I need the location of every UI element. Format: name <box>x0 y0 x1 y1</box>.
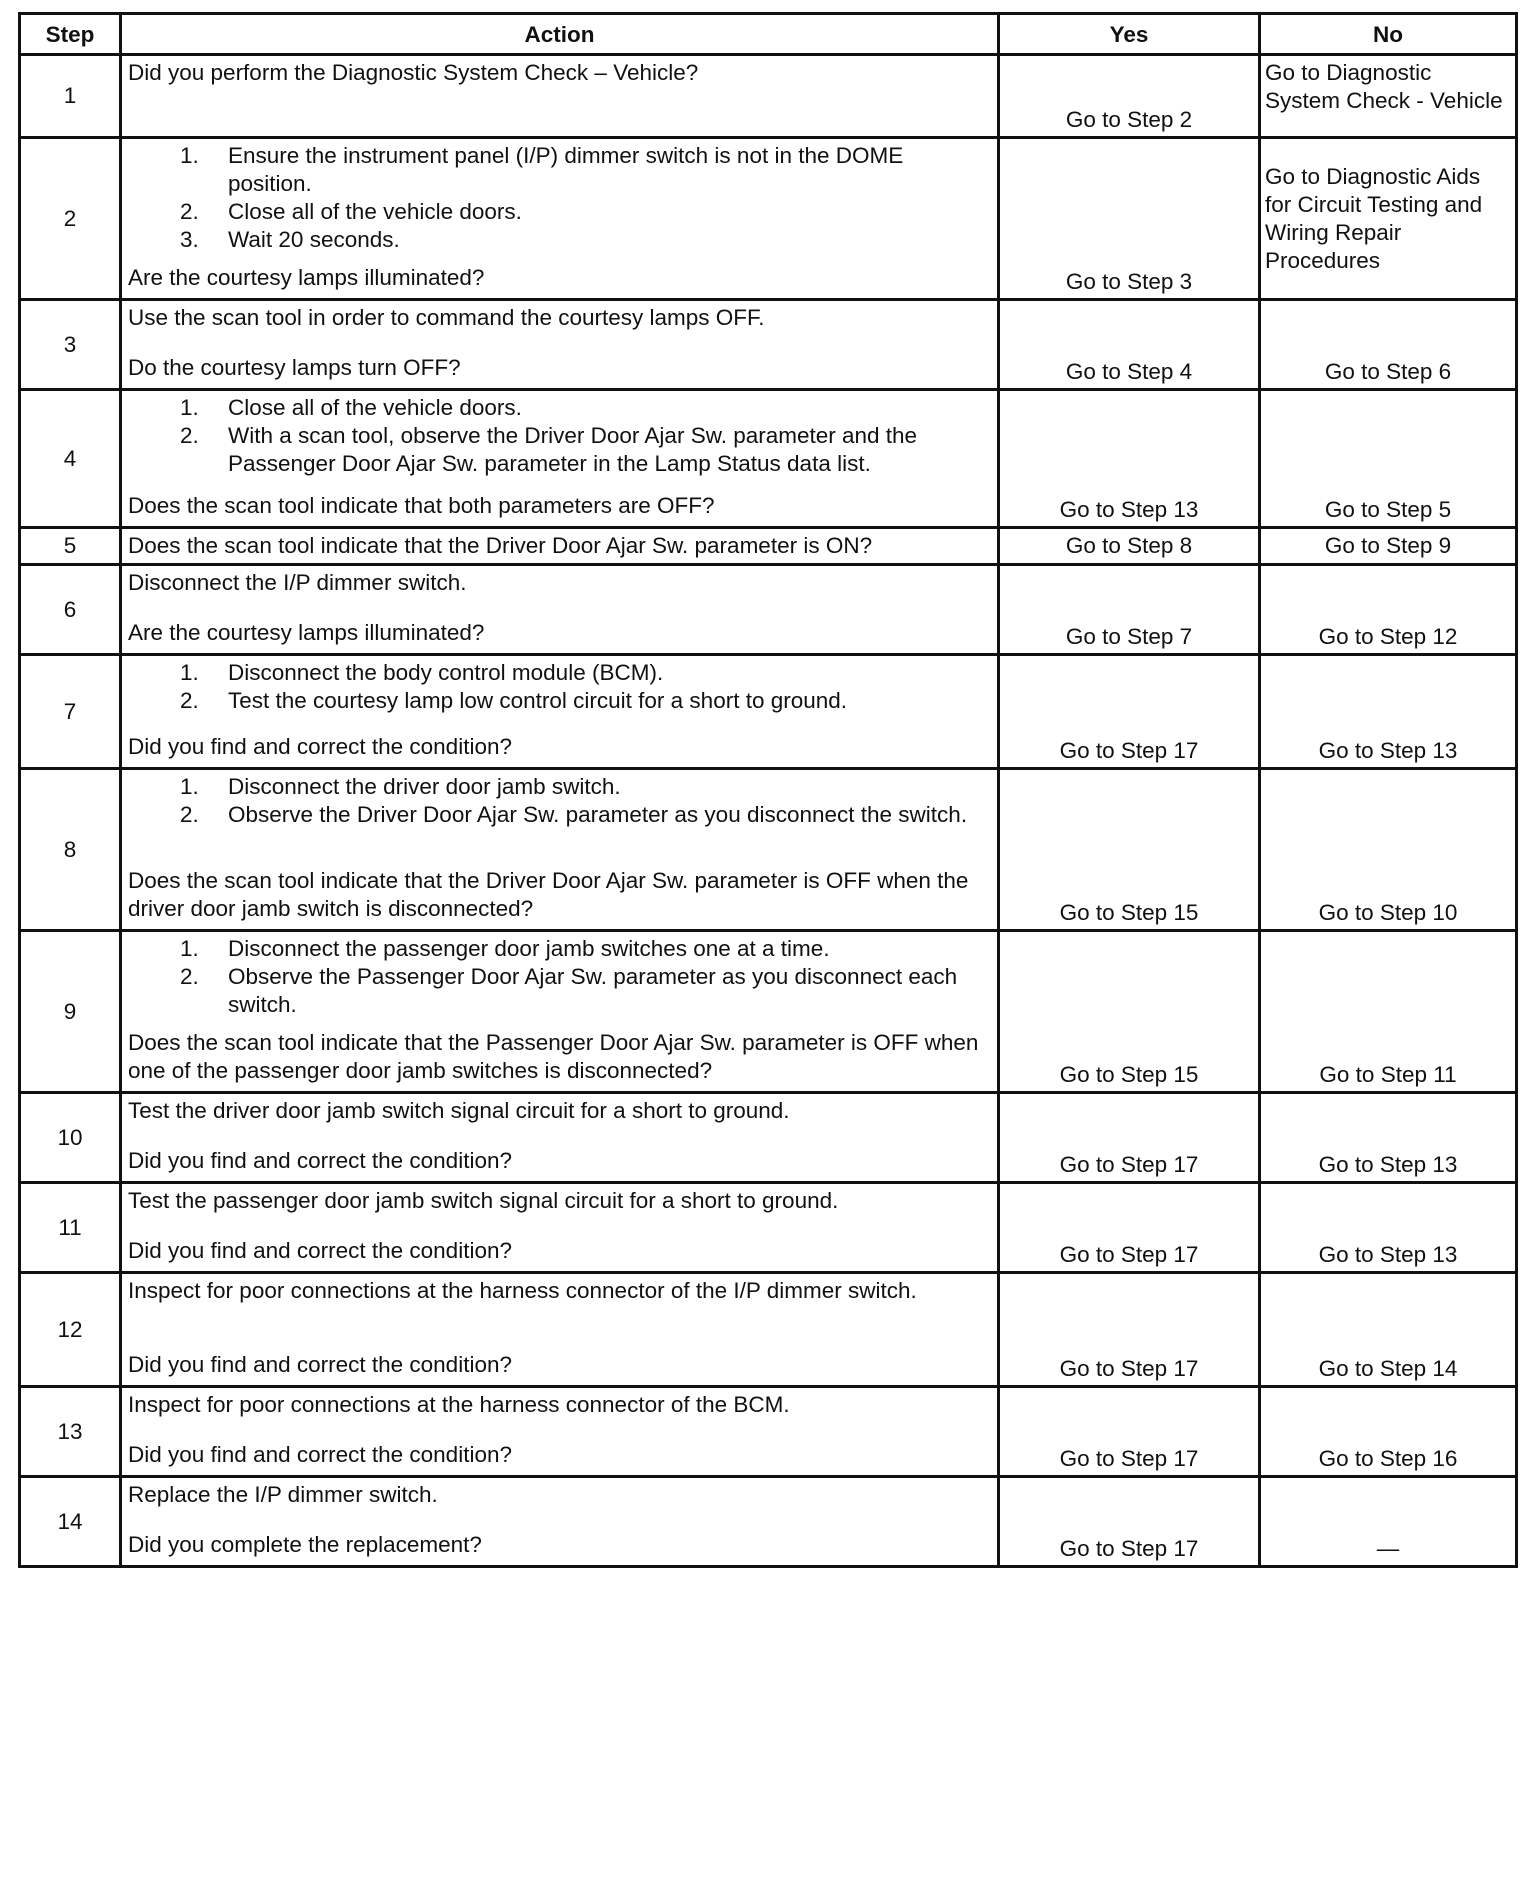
action-instruction: Test the driver door jamb switch signal circuit for a short to ground. <box>128 1098 790 1123</box>
step-number: 3 <box>20 300 121 390</box>
table-row <box>20 55 1517 138</box>
action-question: Did you find and correct the condition? <box>128 1148 512 1173</box>
action-steps-list <box>128 935 991 1019</box>
action-spacer <box>128 1215 991 1237</box>
yes-outcome: Go to Step 15 <box>999 769 1260 931</box>
action-question: Does the scan tool indicate that the Passenger Door Ajar Sw. parameter is OFF when one of the passenger door jamb switches is disconnected? <box>128 1030 979 1083</box>
action-step-text: Observe the Passenger Door Ajar Sw. parameter as you disconnect each switch. <box>228 964 958 1017</box>
action-step-item <box>128 659 991 687</box>
action-spacer <box>128 715 991 733</box>
action-cell <box>121 528 999 565</box>
action-cell <box>121 300 999 390</box>
action-step-text: Close all of the vehicle doors. <box>228 395 522 420</box>
action-step-item <box>128 198 991 226</box>
action-step-number: 2. <box>180 802 199 827</box>
no-outcome: — <box>1260 1477 1517 1567</box>
table-row <box>20 655 1517 769</box>
table-row <box>20 769 1517 931</box>
action-instruction: Test the passenger door jamb switch signal circuit for a short to ground. <box>128 1188 839 1213</box>
step-number: 6 <box>20 565 121 655</box>
action-question: Are the courtesy lamps illuminated? <box>128 265 485 290</box>
yes-outcome: Go to Step 8 <box>999 528 1260 565</box>
action-step-item <box>128 935 991 963</box>
step-number: 1 <box>20 55 121 138</box>
yes-outcome: Go to Step 2 <box>999 55 1260 138</box>
table-row <box>20 565 1517 655</box>
step-number: 13 <box>20 1387 121 1477</box>
action-spacer <box>128 1419 991 1441</box>
action-step-item <box>128 422 991 478</box>
action-step-text: Close all of the vehicle doors. <box>228 199 522 224</box>
action-steps-list <box>128 773 991 829</box>
action-step-number: 2. <box>180 688 199 713</box>
step-number: 8 <box>20 769 121 931</box>
action-step-text: Ensure the instrument panel (I/P) dimmer switch is not in the DOME position. <box>228 143 904 196</box>
action-spacer <box>128 1509 991 1531</box>
action-question: Are the courtesy lamps illuminated? <box>128 620 485 645</box>
diagnostic-table <box>18 12 1518 1568</box>
action-instruction: Replace the I/P dimmer switch. <box>128 1482 438 1507</box>
header-no: No <box>1260 14 1517 55</box>
table-row <box>20 931 1517 1093</box>
yes-outcome: Go to Step 17 <box>999 1477 1260 1567</box>
action-step-text: Disconnect the body control module (BCM). <box>228 660 664 685</box>
yes-outcome: Go to Step 7 <box>999 565 1260 655</box>
no-outcome: Go to Step 6 <box>1260 300 1517 390</box>
action-step-text: Test the courtesy lamp low control circuit for a short to ground. <box>228 688 848 713</box>
table-row <box>20 1387 1517 1477</box>
action-step-item <box>128 142 991 198</box>
diagnostic-table-sheet <box>18 12 1515 1568</box>
action-instruction: Disconnect the I/P dimmer switch. <box>128 570 467 595</box>
step-number: 10 <box>20 1093 121 1183</box>
step-number: 7 <box>20 655 121 769</box>
action-spacer <box>128 829 991 867</box>
action-question: Did you find and correct the condition? <box>128 1442 512 1467</box>
table-row <box>20 138 1517 300</box>
action-step-text: With a scan tool, observe the Driver Door Ajar Sw. parameter and the Passenger Door Ajar Sw. parameter in the Lamp Status data list. <box>228 423 918 476</box>
action-cell <box>121 1273 999 1387</box>
action-cell <box>121 55 999 138</box>
action-step-text: Wait 20 seconds. <box>228 227 400 252</box>
table-row <box>20 390 1517 528</box>
action-question: Does the scan tool indicate that both parameters are OFF? <box>128 493 715 518</box>
no-outcome: Go to Diagnostic Aids for Circuit Testing and Wiring Repair Procedures <box>1260 138 1517 300</box>
action-spacer <box>128 478 991 492</box>
header-action: Action <box>121 14 999 55</box>
yes-outcome: Go to Step 17 <box>999 1387 1260 1477</box>
header-step: Step <box>20 14 121 55</box>
no-outcome: Go to Step 13 <box>1260 1093 1517 1183</box>
action-spacer <box>128 1305 991 1351</box>
step-number: 2 <box>20 138 121 300</box>
action-cell <box>121 1477 999 1567</box>
no-outcome: Go to Step 9 <box>1260 528 1517 565</box>
step-number: 12 <box>20 1273 121 1387</box>
action-step-text: Observe the Driver Door Ajar Sw. parameter as you disconnect the switch. <box>228 802 968 827</box>
action-step-item <box>128 687 991 715</box>
action-spacer <box>128 597 991 619</box>
action-step-number: 2. <box>180 199 199 224</box>
action-cell <box>121 769 999 931</box>
no-outcome: Go to Step 11 <box>1260 931 1517 1093</box>
action-step-item <box>128 773 991 801</box>
action-question: Did you find and correct the condition? <box>128 1238 512 1263</box>
action-step-text: Disconnect the driver door jamb switch. <box>228 774 621 799</box>
no-outcome: Go to Step 12 <box>1260 565 1517 655</box>
action-step-number: 2. <box>180 964 199 989</box>
action-cell <box>121 390 999 528</box>
header-yes: Yes <box>999 14 1260 55</box>
action-steps-list <box>128 394 991 478</box>
yes-outcome: Go to Step 13 <box>999 390 1260 528</box>
action-cell <box>121 655 999 769</box>
action-question: Did you find and correct the condition? <box>128 1352 512 1377</box>
table-header-row <box>20 14 1517 55</box>
step-number: 11 <box>20 1183 121 1273</box>
no-outcome: Go to Diagnostic System Check - Vehicle <box>1260 55 1517 138</box>
table-body <box>20 55 1517 1567</box>
no-outcome: Go to Step 10 <box>1260 769 1517 931</box>
table-row <box>20 1477 1517 1567</box>
action-step-text: Disconnect the passenger door jamb switches one at a time. <box>228 936 830 961</box>
table-row <box>20 528 1517 565</box>
action-cell <box>121 931 999 1093</box>
action-question: Did you find and correct the condition? <box>128 734 512 759</box>
action-cell <box>121 1093 999 1183</box>
step-number: 9 <box>20 931 121 1093</box>
action-question: Does the scan tool indicate that the Driver Door Ajar Sw. parameter is OFF when the driver door jamb switch is disconnected? <box>128 868 969 921</box>
action-instruction: Did you perform the Diagnostic System Check – Vehicle? <box>128 60 699 85</box>
action-step-number: 2. <box>180 423 199 448</box>
yes-outcome: Go to Step 4 <box>999 300 1260 390</box>
table-row <box>20 300 1517 390</box>
action-step-item <box>128 226 991 254</box>
step-number: 5 <box>20 528 121 565</box>
action-step-number: 1. <box>180 660 199 685</box>
table-row <box>20 1093 1517 1183</box>
action-step-item <box>128 394 991 422</box>
no-outcome: Go to Step 5 <box>1260 390 1517 528</box>
action-cell <box>121 1183 999 1273</box>
step-number: 14 <box>20 1477 121 1567</box>
action-step-item <box>128 963 991 1019</box>
action-step-number: 3. <box>180 227 199 252</box>
action-question: Do the courtesy lamps turn OFF? <box>128 355 461 380</box>
action-steps-list <box>128 659 991 715</box>
no-outcome: Go to Step 13 <box>1260 655 1517 769</box>
action-spacer <box>128 254 991 264</box>
no-outcome: Go to Step 16 <box>1260 1387 1517 1477</box>
yes-outcome: Go to Step 17 <box>999 1093 1260 1183</box>
action-cell <box>121 1387 999 1477</box>
action-instruction: Does the scan tool indicate that the Driver Door Ajar Sw. parameter is ON? <box>128 533 873 558</box>
action-cell <box>121 565 999 655</box>
action-step-number: 1. <box>180 395 199 420</box>
no-outcome: Go to Step 13 <box>1260 1183 1517 1273</box>
action-step-number: 1. <box>180 143 199 168</box>
yes-outcome: Go to Step 3 <box>999 138 1260 300</box>
action-spacer <box>128 1019 991 1029</box>
yes-outcome: Go to Step 15 <box>999 931 1260 1093</box>
action-instruction: Inspect for poor connections at the harness connector of the I/P dimmer switch. <box>128 1278 917 1303</box>
action-instruction: Use the scan tool in order to command the courtesy lamps OFF. <box>128 305 765 330</box>
action-spacer <box>128 1125 991 1147</box>
yes-outcome: Go to Step 17 <box>999 655 1260 769</box>
action-steps-list <box>128 142 991 254</box>
step-number: 4 <box>20 390 121 528</box>
action-spacer <box>128 332 991 354</box>
action-step-number: 1. <box>180 936 199 961</box>
yes-outcome: Go to Step 17 <box>999 1273 1260 1387</box>
table-row <box>20 1183 1517 1273</box>
action-instruction: Inspect for poor connections at the harness connector of the BCM. <box>128 1392 790 1417</box>
action-step-item <box>128 801 991 829</box>
action-question: Did you complete the replacement? <box>128 1532 482 1557</box>
action-cell <box>121 138 999 300</box>
table-row <box>20 1273 1517 1387</box>
no-outcome: Go to Step 14 <box>1260 1273 1517 1387</box>
action-step-number: 1. <box>180 774 199 799</box>
yes-outcome: Go to Step 17 <box>999 1183 1260 1273</box>
